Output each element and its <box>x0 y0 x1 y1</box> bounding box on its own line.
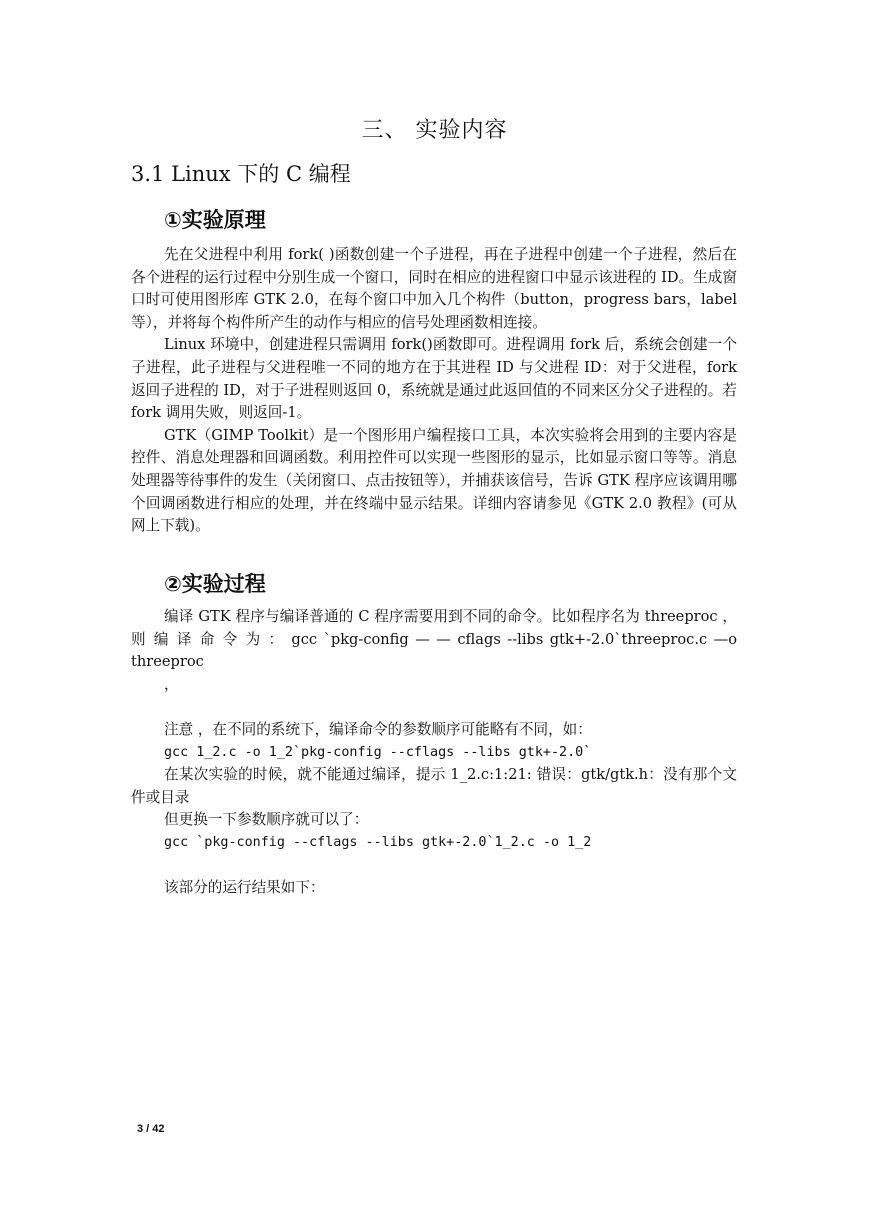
paragraph: Linux 环境中，创建进程只需调用 fork()函数即可。进程调用 fork 后，系统会创建一个子进程，此子进程与父进程唯一不同的地方在于其进程 ID 与父进程 ID：对于父进程，fork 返回子进程的 ID，对于子进程则返回 0，系统就是通过此返回值的不同来区分父子进程的。若 fork 调用失败，则返回-1。 <box>131 336 737 422</box>
command-line: gcc `pkg-config --cflags --libs gtk+-2.0`1_2.c -o 1_2 <box>164 834 592 850</box>
stray-comma: ， <box>164 675 179 693</box>
blank-line <box>131 855 737 878</box>
blank-line <box>131 696 737 719</box>
paragraph: 先在父进程中利用 fork( )函数创建一个子进程，再在子进程中创建一个子进程，然后在各个进程的运行过程中分别生成一个窗口，同时在相应的进程窗口中显示该进程的 ID。生成窗口时可使用图形库 GTK 2.0，在每个窗口中加入几个构件（button，progress bars，label 等），并将每个构件所产生的动作与相应的信号处理函数相连接。 <box>131 246 737 331</box>
error-paragraph: 在某次实验的时候，就不能通过编译，提示 1_2.c:1:21: 错误：gtk/gtk.h：没有那个文件或目录 <box>131 766 737 806</box>
process-body <box>131 606 737 900</box>
swap-line: 但更换一下参数顺序就可以了： <box>164 811 369 829</box>
paragraph: GTK（GIMP Toolkit）是一个图形用户编程接口工具，本次实验将会用到的主要内容是控件、消息处理器和回调函数。利用控件可以实现一些图形的显示，比如显示窗口等等。消息处理器等待事件的发生（关闭窗口、点击按钮等），并捕获该信号，告诉 GTK 程序应该调用哪个回调函数进行相应的处理，并在终端中显示结果。详细内容请参见《GTK 2.0 教程》(可从网上下载)。 <box>131 426 737 535</box>
chapter-title: 三、 实验内容 <box>361 118 508 143</box>
command-line: gcc 1_2.c -o 1_2`pkg-config --cflags --libs gtk+-2.0` <box>164 744 592 760</box>
subsection-title-process: ②实验过程 <box>164 572 266 596</box>
section-title: 3.1 Linux 下的 C 编程 <box>131 162 351 186</box>
subsection-title-principle: ①实验原理 <box>164 208 266 232</box>
paragraph: 编译 GTK 程序与编译普通的 C 程序需要用到不同的命令。比如程序名为 threeproc ， 则 编 译 命 令 为 ： gcc `pkg-config — — cflags --libs gtk+-2.0`threeproc.c —o threeproc <box>131 608 737 671</box>
result-line: 该部分的运行结果如下： <box>164 879 325 897</box>
page-number: 3 / 42 <box>137 1123 165 1135</box>
principle-body <box>131 244 737 538</box>
note-line: 注意 ，在不同的系统下，编译命令的参数顺序可能略有不同，如： <box>164 720 592 738</box>
